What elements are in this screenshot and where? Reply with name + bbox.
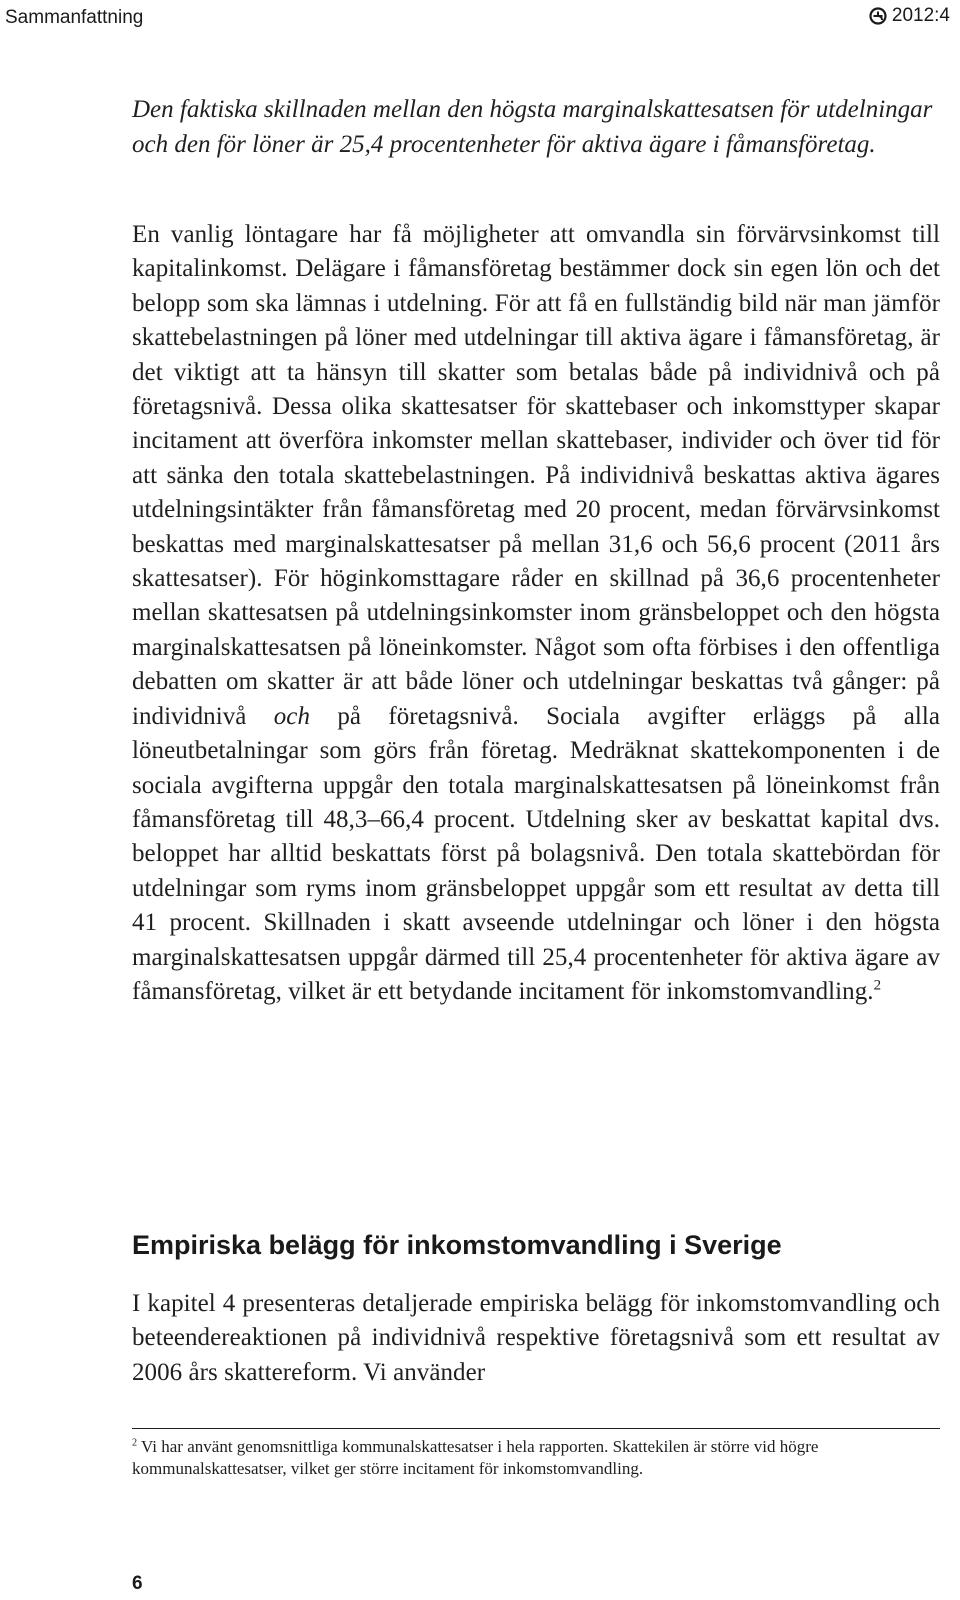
header-title: Sammanfattning [5,7,144,28]
paragraph-1-emphasis: och [273,702,310,730]
footnote [132,1436,940,1480]
section-heading: Empiriska belägg för inkomstomvandling i Sverige [132,1230,782,1260]
publisher-logo-icon [869,7,887,25]
paragraph-1-part-2: på företagsnivå. Sociala avgifter erläggs på alla löneutbetalningar som görs från företag. Medräknat skattekomponenten i de sociala avgifterna uppgår den totala marginalskattesatsen på löneinkomst från fåmansföretag till 48,3–66,4 procent. Utdelning sker av beskattat kapital dvs. beloppet har alltid beskattats först på bolagsnivå. Den totala skattebördan för utdelningar som ryms inom gränsbeloppet uppgår som ett resultat av detta till 41 procent. Skillnaden i skatt avseende utdelningar och löner i den högsta marginalskattesatsen uppgår därmed till 25,4 procentenheter för aktiva ägare av fåmansföretag, vilket är ett betydande incitament för inkomstomvandling. [132,702,940,1005]
body-paragraph-1 [132,218,940,1009]
footnote-number: 2 [132,1437,138,1449]
footnote-text: Vi har använt genomsnittliga kommunalskattesatser i hela rapporten. Skattekilen är större vid högre kommunalskattesatser, vilket ger större incitament för inkomstomvandling. [132,1437,819,1478]
page-header [0,0,960,40]
footnote-divider [132,1428,940,1429]
footnote-reference[interactable]: 2 [873,977,882,994]
paragraph-1-part-1: En vanlig löntagare har få möjligheter att omvandla sin förvärvsinkomst till kapitalinkomst. Delägare i fåmansföretag bestämmer dock sin egen lön och det belopp som ska lämnas i utdelning. För att få en fullständig bild när man jämför skattebelastningen på löner med utdelningar till aktiva ägare i fåmansföretag, är det viktigt att ta hänsyn till skatter som betalas både på individnivå och på företagsnivå. Dessa olika skattesatser för skattebaser och inkomsttyper skapar incitament att överföra inkomster mellan skattebaser, individer och över tid för att sänka den totala skattebelastningen. På individnivå beskattas aktiva ägares utdelningsintäkter från fåmansföretag med 20 procent, medan förvärvsinkomst beskattas med marginalskattesatser på mellan 31,6 och 56,6 procent (2011 års skattesatser). För höginkomsttagare råder en skillnad på 36,6 procentenheter mellan skattesatsen på utdelningsinkomster inom gränsbeloppet och den högsta marginalskattesatsen på löneinkomster. Något som ofta förbises i den offentliga debatten om skatter är att både löner och utdelningar beskattas två gånger: på individnivå [132,221,940,730]
header-issue-group [869,5,950,27]
page-number: 6 [132,1573,143,1594]
header-issue: 2012:4 [891,5,950,26]
lead-quote: Den faktiska skillnaden mellan den högsta marginalskattesatsen för utdelningar och den för löner är 25,4 procentenheter för aktiva ägare i fåmansföretag. [132,96,933,158]
body-paragraph-2: I kapitel 4 presenteras detaljerade empiriska belägg för inkomstomvandling och beteendereaktionen på individnivå respektive företagsnivå som ett resultat av 2006 års skattereform. Vi använder [132,1290,940,1386]
